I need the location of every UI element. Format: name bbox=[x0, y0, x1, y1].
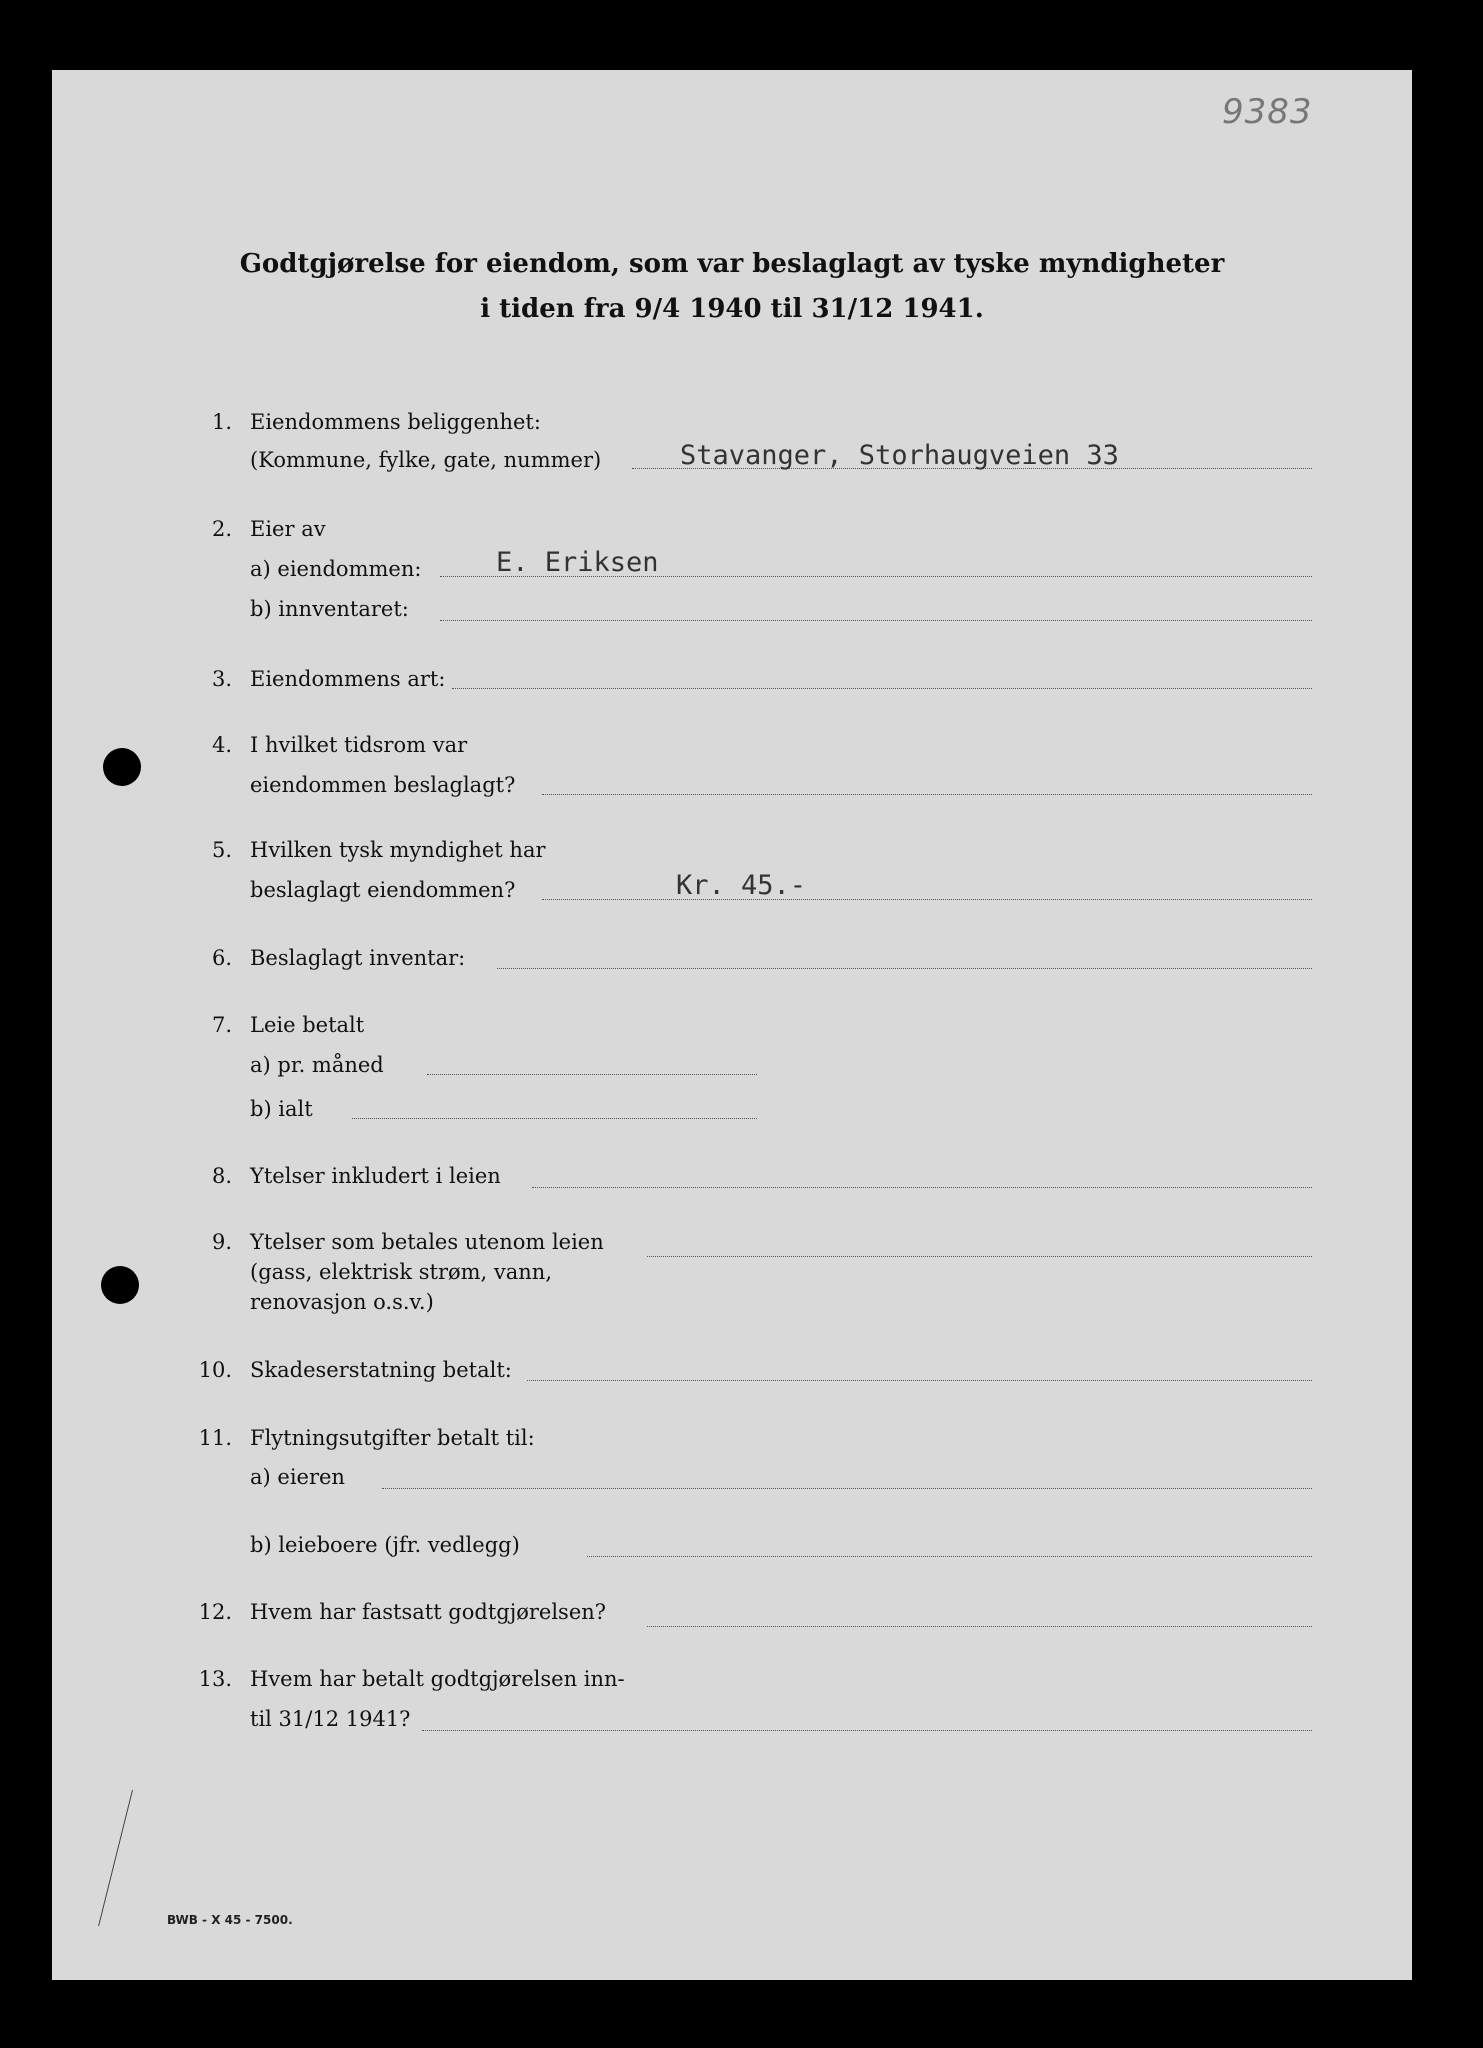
q3-answer-line bbox=[452, 688, 1312, 689]
q7a-label: a) pr. måned bbox=[250, 1053, 384, 1077]
form-sheet bbox=[52, 70, 1412, 1980]
q4-label-sub: eiendommen beslaglagt? bbox=[250, 773, 516, 797]
q12-answer-line bbox=[647, 1626, 1312, 1627]
q2b-answer-line bbox=[440, 620, 1312, 621]
q2a-label: a) eiendommen: bbox=[250, 557, 422, 581]
print-code: BWB - X 45 - 7500. bbox=[167, 1913, 293, 1927]
q11b-answer-line bbox=[587, 1556, 1312, 1557]
q7a-answer-line bbox=[427, 1074, 757, 1075]
punch-hole-bottom bbox=[101, 1266, 139, 1304]
q2-number: 2. bbox=[211, 517, 232, 541]
q6-label: Beslaglagt inventar: bbox=[250, 946, 466, 970]
q12-label: Hvem har fastsatt godtgjørelsen? bbox=[250, 1600, 607, 1624]
q5-answer-line bbox=[542, 899, 1312, 900]
q9-label-sub1: (gass, elektrisk strøm, vann, bbox=[250, 1260, 552, 1284]
q6-answer-line bbox=[497, 968, 1312, 969]
form-title-line2: i tiden fra 9/4 1940 til 31/12 1941. bbox=[480, 294, 984, 324]
q2-label: Eier av bbox=[250, 517, 326, 541]
q11-number: 11. bbox=[198, 1426, 232, 1450]
q12-number: 12. bbox=[198, 1600, 232, 1624]
q8-answer-line bbox=[532, 1187, 1312, 1188]
q3-label: Eiendommens art: bbox=[250, 667, 446, 691]
q11b-label: b) leieboere (jfr. vedlegg) bbox=[250, 1533, 520, 1557]
q7b-answer-line bbox=[352, 1118, 757, 1119]
q13-number: 13. bbox=[198, 1667, 232, 1691]
q10-label: Skadeserstatning betalt: bbox=[250, 1358, 512, 1382]
q11-label: Flytningsutgifter betalt til: bbox=[250, 1426, 535, 1450]
q7-label: Leie betalt bbox=[250, 1013, 365, 1037]
pencil-mark bbox=[98, 1790, 133, 1926]
q2b-label: b) innventaret: bbox=[250, 597, 409, 621]
q8-number: 8. bbox=[211, 1164, 232, 1188]
q5-label: Hvilken tysk myndighet har bbox=[250, 838, 546, 862]
q5-label-sub: beslaglagt eiendommen? bbox=[250, 878, 516, 902]
q5-answer: Kr. 45.- bbox=[676, 870, 807, 901]
form-title-line1: Godtgjørelse for eiendom, som var beslaglagt av tyske myndigheter bbox=[239, 249, 1225, 279]
q5-number: 5. bbox=[211, 838, 232, 862]
q1-label-sub: (Kommune, fylke, gate, nummer) bbox=[250, 448, 602, 472]
q6-number: 6. bbox=[211, 946, 232, 970]
q4-number: 4. bbox=[211, 733, 232, 757]
q10-number: 10. bbox=[198, 1358, 232, 1382]
q9-number: 9. bbox=[211, 1230, 232, 1254]
q8-label: Ytelser inkludert i leien bbox=[250, 1164, 501, 1188]
q2a-answer: E. Eriksen bbox=[496, 547, 659, 578]
punch-hole-top bbox=[103, 748, 141, 786]
q9-answer-line bbox=[647, 1256, 1312, 1257]
q3-number: 3. bbox=[211, 667, 232, 691]
q7-number: 7. bbox=[211, 1013, 232, 1037]
q9-label-sub2: renovasjon o.s.v.) bbox=[250, 1290, 434, 1314]
handwritten-number: 9383 bbox=[1222, 92, 1313, 132]
q1-number: 1. bbox=[211, 410, 232, 434]
q13-answer-line bbox=[422, 1730, 1312, 1731]
q13-label-sub: til 31/12 1941? bbox=[250, 1707, 411, 1731]
q4-label: I hvilket tidsrom var bbox=[250, 733, 468, 757]
q7b-label: b) ialt bbox=[250, 1097, 313, 1121]
q13-label: Hvem har betalt godtgjørelsen inn- bbox=[250, 1667, 625, 1691]
q11a-answer-line bbox=[382, 1488, 1312, 1489]
q9-label: Ytelser som betales utenom leien bbox=[250, 1230, 604, 1254]
q4-answer-line bbox=[542, 794, 1312, 795]
q1-answer: Stavanger, Storhaugveien 33 bbox=[680, 440, 1119, 471]
q10-answer-line bbox=[527, 1380, 1312, 1381]
q11a-label: a) eieren bbox=[250, 1465, 345, 1489]
q1-label: Eiendommens beliggenhet: bbox=[250, 410, 541, 434]
